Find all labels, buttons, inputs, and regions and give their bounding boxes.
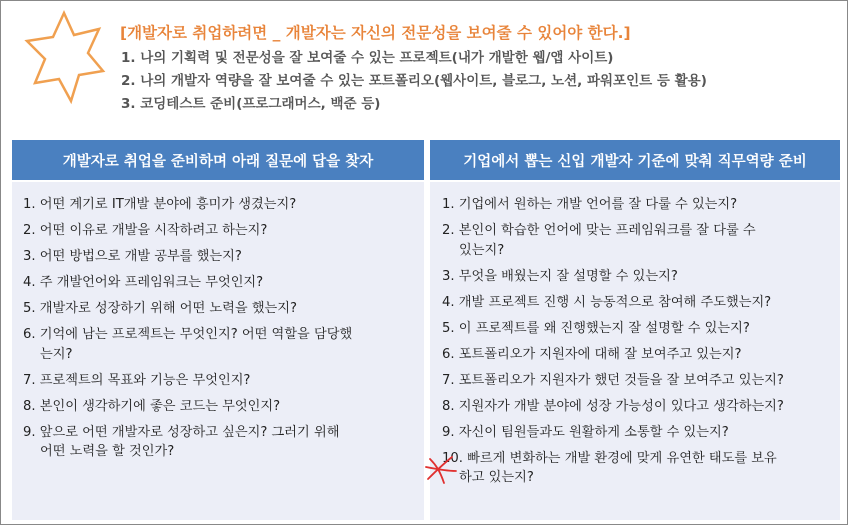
item-text: 5. 이 프로젝트를 왜 진행했는지 잘 설명할 수 있는지? [442,320,750,336]
item-text: 6. 포트폴리오가 지원자에 대해 잘 보여주고 있는지? [442,346,742,362]
item-text: 8. 본인이 생각하기에 좋은 코드는 무엇인지? [23,398,281,414]
item-text: 2. 본인이 학습한 언어에 맞는 프레임워크를 잘 다룰 수 [442,223,756,238]
list-item [442,397,840,417]
list-item [23,221,424,241]
item-text: 7. 포트폴리오가 지원자가 했던 것들을 잘 보여주고 있는지? [442,372,784,388]
left-column-header: 개발자로 취업을 준비하며 아래 질문에 답을 찾자 [12,140,424,180]
item-text: 9. 자신이 팀원들과도 원활하게 소통할 수 있는지? [442,424,729,440]
list-item [442,345,840,365]
item-text-continued: 는지? [40,346,73,362]
list-item [442,221,840,260]
right-column-header: 기업에서 뽑는 신입 개발자 기준에 맞춰 직무역량 준비 [430,140,840,180]
list-item [442,449,840,488]
list-item [23,247,424,267]
right-question-list [430,182,840,488]
key-point: 2. 나의 개발자 역량을 잘 보여줄 수 있는 포트폴리오(웹사이트, 블로그, 노션, 파워포인트 등 활용) [121,73,707,89]
left-column-body [12,182,424,520]
list-item [23,397,424,417]
item-text-continued: 하고 있는지? [459,470,534,485]
item-text: 10. 빠르게 변화하는 개발 환경에 맞게 유연한 태도를 보유 [442,450,777,466]
list-item [23,299,424,319]
item-text: 4. 개발 프로젝트 진행 시 능동적으로 참여해 주도했는지? [442,294,772,310]
left-question-list [12,182,424,462]
list-item [23,371,424,391]
item-text: 3. 어떤 방법으로 개발 공부를 했는지? [23,249,242,264]
key-points-list [121,47,707,116]
right-column-body [430,182,840,520]
item-text: 7. 프로젝트의 목표와 기능은 무엇인지? [23,372,251,388]
item-text-continued: 어떤 노력을 할 것인가? [40,444,175,459]
pen-mark-icon [422,453,458,489]
item-text-continued: 있는지? [459,242,505,258]
key-point: 3. 코딩테스트 준비(프로그래머스, 백준 등) [121,96,381,112]
item-text: 6. 기억에 남는 프로젝트는 무엇인지? 어떤 역할을 담당했 [23,327,353,342]
item-text: 5. 개발자로 성장하기 위해 어떤 노력을 했는지? [23,301,298,316]
item-text: 9. 앞으로 어떤 개발자로 성장하고 싶은지? 그러기 위해 [23,424,340,440]
headline: [개발자로 취업하려면 _ 개발자는 자신의 전문성을 보여줄 수 있어야 한다.] [120,24,631,42]
list-item [23,423,424,462]
list-item [23,325,424,364]
item-text: 4. 주 개발언어와 프레임워크는 무엇인지? [23,275,264,290]
list-item [442,195,840,215]
item-text: 1. 기업에서 원하는 개발 언어를 잘 다룰 수 있는지? [442,197,738,212]
item-text: 3. 무엇을 배웠는지 잘 설명할 수 있는지? [442,268,678,284]
list-item [442,423,840,443]
star-icon [21,9,107,105]
list-item [23,273,424,293]
list-item [442,267,840,287]
list-item [442,319,840,339]
list-item [442,371,840,391]
item-text: 2. 어떤 이유로 개발을 시작하려고 하는지? [23,223,268,238]
list-item [23,195,424,215]
item-text: 1. 어떤 계기로 IT개발 분야에 흥미가 생겼는지? [23,197,297,212]
list-item [442,293,840,313]
key-point: 1. 나의 기획력 및 전문성을 잘 보여줄 수 있는 프로젝트(내가 개발한 웹/앱 사이트) [121,50,614,66]
item-text: 8. 지원자가 개발 분야에 성장 가능성이 있다고 생각하는지? [442,398,784,414]
